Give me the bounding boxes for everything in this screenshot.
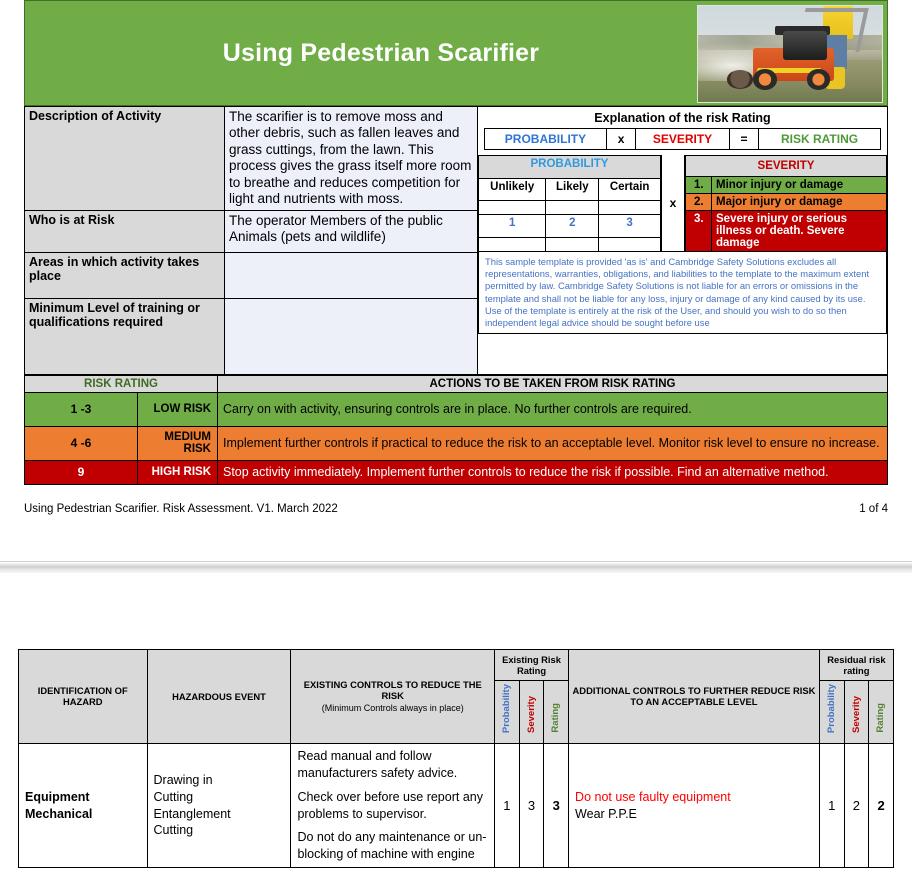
- table-row: [479, 156, 661, 179]
- risk-rating-explanation-panel: [478, 107, 888, 375]
- page-break-separator: [0, 561, 912, 573]
- severity-header: SEVERITY: [686, 156, 887, 177]
- low-risk-level: LOW RISK: [138, 392, 218, 426]
- vertical-label-severity: Severity: [850, 695, 862, 733]
- probability-severity-matrix: [478, 155, 887, 252]
- vertical-label-probability: Probability: [825, 683, 837, 733]
- probability-spacer-cell: [479, 201, 546, 215]
- additional-control-ppe: Wear P.P.E: [575, 806, 637, 821]
- high-risk-range: 9: [25, 460, 138, 484]
- existing-control-2: Check over before use report any problems to supervisor.: [297, 789, 483, 821]
- risk-rating-header: RISK RATING: [25, 375, 218, 392]
- probability-value-1: 1: [479, 215, 546, 238]
- header-existing-controls: [291, 649, 495, 743]
- formula-equals: =: [730, 129, 759, 149]
- cell-additional-controls[interactable]: [569, 743, 820, 867]
- probability-spacer-cell: [479, 238, 546, 252]
- table-row-high-risk: [25, 460, 888, 484]
- activity-info-table: [24, 106, 888, 375]
- severity-number-2: 2.: [686, 194, 712, 211]
- photo-scarifier-drum: [727, 70, 753, 88]
- table-row-medium-risk: [25, 426, 888, 460]
- existing-control-3: Do not do any maintenance or un-blocking of machine with engine: [297, 830, 487, 862]
- cell-existing-probability[interactable]: 1: [495, 743, 520, 867]
- probability-level-unlikely: Unlikely: [479, 178, 546, 201]
- probability-level-likely: Likely: [546, 178, 599, 201]
- value-areas-activity-takes-place[interactable]: [225, 252, 478, 298]
- header-additional-controls: ADDITIONAL CONTROLS TO FURTHER REDUCE RISK TO AN ACCEPTABLE LEVEL: [569, 649, 820, 743]
- cell-residual-probability[interactable]: 1: [819, 743, 844, 867]
- table-row-description: [25, 107, 888, 211]
- cell-residual-rating[interactable]: 2: [869, 743, 894, 867]
- severity-table: [685, 155, 887, 252]
- table-row: [479, 238, 661, 252]
- medium-risk-range: 4 -6: [25, 426, 138, 460]
- explanation-title: Explanation of the risk Rating: [478, 107, 887, 128]
- table-row: [19, 743, 894, 867]
- table-row-header: [25, 375, 888, 392]
- additional-control-warning: Do not use faulty equipment: [575, 789, 731, 804]
- header-hazardous-event: HAZARDOUS EVENT: [147, 649, 291, 743]
- vertical-label-probability: Probability: [501, 683, 513, 733]
- high-risk-level: HIGH RISK: [138, 460, 218, 484]
- formula-times: x: [607, 129, 636, 149]
- matrix-multiplier: x: [661, 155, 685, 252]
- severity-text-3: Severe injury or serious illness or death. Severe damage: [712, 211, 887, 252]
- header-existing-controls-title: EXISTING CONTROLS TO REDUCE THE RISK: [303, 679, 482, 702]
- header-residual-rating: [869, 680, 894, 743]
- vertical-label-rating: Rating: [550, 703, 562, 733]
- header-residual-risk-rating: Residual risk rating: [819, 649, 893, 680]
- probability-spacer-cell: [546, 238, 599, 252]
- cell-existing-rating[interactable]: 3: [544, 743, 569, 867]
- table-row: [479, 215, 661, 238]
- formula-probability: PROBABILITY: [485, 129, 607, 149]
- header-identification-of-hazard: IDENTIFICATION OF HAZARD: [19, 649, 148, 743]
- page-2: [0, 649, 912, 868]
- table-row: [479, 201, 661, 215]
- table-row-severity-severe: [686, 211, 887, 252]
- probability-value-2: 2: [546, 215, 599, 238]
- label-areas-activity-takes-place: Areas in which activity takes place: [25, 252, 225, 298]
- probability-spacer-cell: [546, 201, 599, 215]
- cell-hazardous-event[interactable]: Drawing in Cutting Entanglement Cutting: [147, 743, 291, 867]
- severity-number-3: 3.: [686, 211, 712, 252]
- severity-text-2: Major injury or damage: [712, 194, 887, 211]
- risk-formula: [484, 128, 881, 150]
- high-risk-action: Stop activity immediately. Implement further controls to reduce the risk if possible. Find an alternative method.: [218, 460, 888, 484]
- vertical-label-severity: Severity: [525, 695, 537, 733]
- formula-severity: SEVERITY: [636, 129, 730, 149]
- risk-rating-actions-table: [24, 375, 888, 485]
- formula-risk-rating: RISK RATING: [780, 132, 859, 146]
- probability-table: [478, 155, 661, 252]
- severity-text-1: Minor injury or damage: [712, 177, 887, 194]
- probability-value-3: 3: [599, 215, 661, 238]
- probability-level-certain: Certain: [599, 178, 661, 201]
- label-who-is-at-risk: Who is at Risk: [25, 210, 225, 252]
- header-residual-probability: [819, 680, 844, 743]
- probability-spacer-cell: [599, 238, 661, 252]
- table-row-severity-minor: [686, 177, 887, 194]
- document-title-banner: [24, 0, 888, 106]
- photo-engine: [783, 31, 827, 60]
- header-existing-risk-rating: Existing Risk Rating: [495, 649, 569, 680]
- hazard-assessment-table: [18, 649, 894, 868]
- low-risk-range: 1 -3: [25, 392, 138, 426]
- table-row: [479, 178, 661, 201]
- cell-hazard[interactable]: Equipment Mechanical: [19, 743, 148, 867]
- low-risk-action: Carry on with activity, ensuring controls are in place. No further controls are required.: [218, 392, 888, 426]
- value-description-of-activity[interactable]: The scarifier is to remove moss and other debris, such as fallen leaves and grass cuttings, from the lawn. This process gives the grass itself more room to breathe and reduces competition for light and nutrients with moss.: [225, 107, 478, 211]
- vertical-label-rating: Rating: [875, 703, 887, 733]
- actions-header: ACTIONS TO BE TAKEN FROM RISK RATING: [218, 375, 888, 392]
- legal-disclaimer: This sample template is provided 'as is' and Cambridge Safety Solutions excludes all representations, warranties, obligations, and liabilities to the template to the maximum extent permitted by law. Cambridge Safety Solutions is not liable for an errors or omissions in the template and shall not be liable for any loss, injury or damage of any kind caused by its use. Use of the template is entirely at the risk of the User, and should you wish to do so then independent legal advice should be sought before use: [478, 252, 887, 334]
- cell-existing-controls[interactable]: [291, 743, 495, 867]
- probability-header: PROBABILITY: [479, 156, 661, 179]
- medium-risk-level: MEDIUM RISK: [138, 426, 218, 460]
- severity-number-1: 1.: [686, 177, 712, 194]
- page-footer: [24, 485, 888, 515]
- photo-wheel-front: [753, 69, 777, 89]
- table-row: [686, 156, 887, 177]
- cell-residual-severity[interactable]: 2: [844, 743, 869, 867]
- existing-control-1: Read manual and follow manufacturers safety advice.: [297, 748, 458, 780]
- table-row-severity-major: [686, 194, 887, 211]
- header-existing-severity: [519, 680, 544, 743]
- value-minimum-training-required[interactable]: [225, 298, 478, 374]
- header-existing-controls-subtitle: (Minimum Controls always in place): [321, 703, 464, 714]
- footer-page-number: 1 of 4: [859, 502, 888, 515]
- probability-spacer-cell: [599, 201, 661, 215]
- value-who-is-at-risk[interactable]: The operator Members of the public Animals (pets and wildlife): [225, 210, 478, 252]
- header-residual-severity: [844, 680, 869, 743]
- footer-document-reference: Using Pedestrian Scarifier. Risk Assessment. V1. March 2022: [24, 502, 338, 515]
- label-minimum-training-required: Minimum Level of training or qualifications required: [25, 298, 225, 374]
- cell-existing-severity[interactable]: 3: [519, 743, 544, 867]
- pedestrian-scarifier-photo: [697, 5, 883, 103]
- medium-risk-action: Implement further controls if practical to reduce the risk to an acceptable level. Monitor risk level to ensure no increase.: [218, 426, 888, 460]
- table-row-low-risk: [25, 392, 888, 426]
- header-existing-rating: [544, 680, 569, 743]
- table-row-header-main: [19, 649, 894, 680]
- page-title: Using Pedestrian Scarifier: [222, 38, 540, 67]
- photo-wheel-rear: [807, 69, 831, 89]
- label-description-of-activity: Description of Activity: [25, 107, 225, 211]
- header-existing-probability: [495, 680, 520, 743]
